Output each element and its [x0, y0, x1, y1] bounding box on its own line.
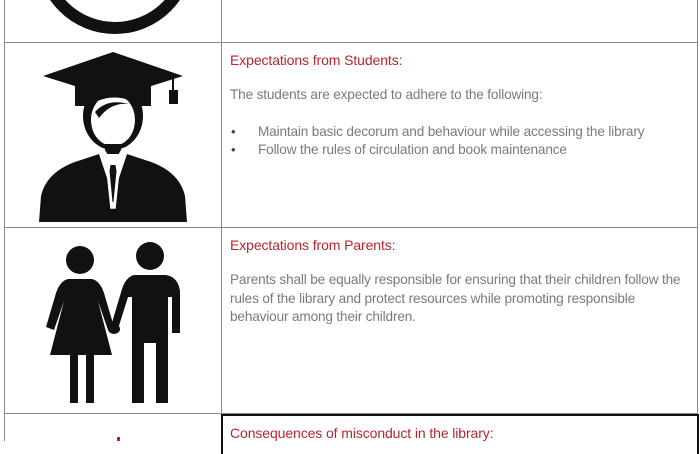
row-text-cell-consequences — [222, 414, 692, 441]
table-border-right — [697, 0, 698, 441]
list-item: • Follow the rules of circulation and book maintenance — [230, 141, 692, 160]
warning-icon — [5, 414, 221, 441]
students-bullet-list — [230, 123, 692, 160]
row-icon-cell-consequences — [5, 414, 221, 441]
row-icon-cell-circle — [5, 0, 221, 42]
parents-couple-icon — [38, 235, 188, 407]
consequences-heading: Consequences of misconduct in the library: — [230, 425, 494, 441]
students-heading: Expectations from Students: — [230, 52, 403, 68]
row-icon-cell-parents — [5, 228, 221, 413]
parents-paragraph: Parents shall be equally responsible for ensuring that their children follow the rules of the library and protect resources while promoting responsible behaviour among their children. — [230, 272, 681, 324]
row-text-cell-students — [222, 43, 692, 227]
students-intro: The students are expected to adhere to the following: — [230, 87, 543, 102]
row-text-cell-parents — [222, 228, 692, 413]
circle-icon — [5, 0, 221, 42]
parents-heading: Expectations from Parents: — [230, 237, 396, 253]
row-icon-cell-students — [5, 43, 221, 227]
graduate-student-icon — [33, 46, 193, 224]
list-item: • Maintain basic decorum and behaviour while accessing the library — [230, 123, 692, 142]
